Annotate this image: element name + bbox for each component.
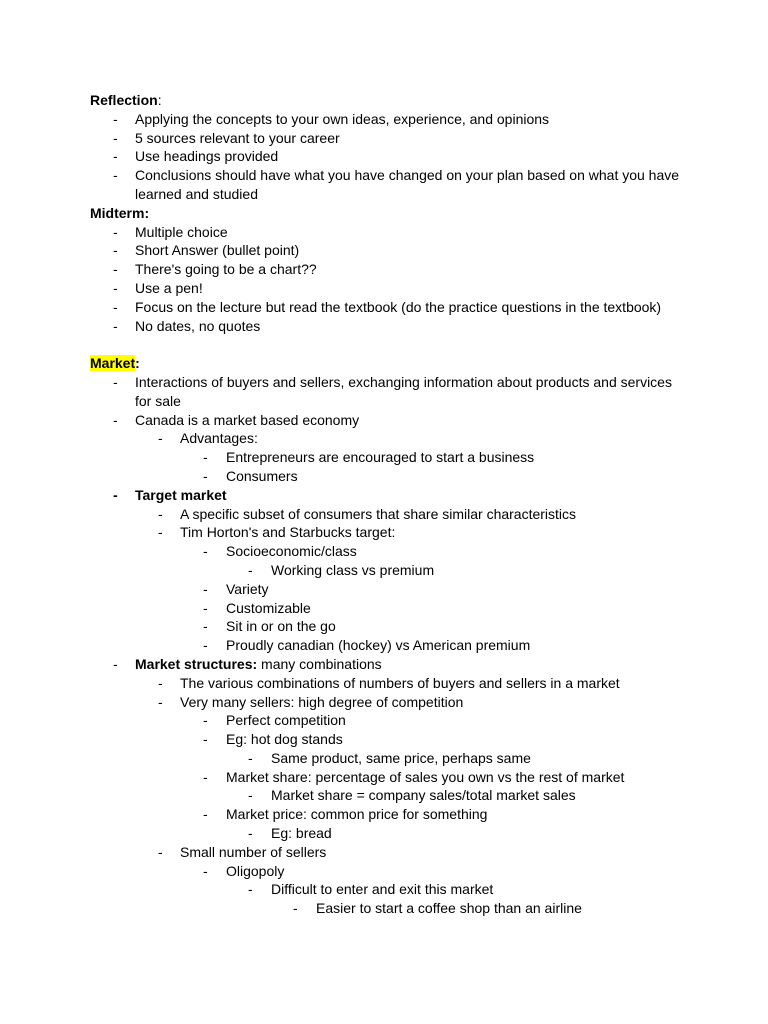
list-item: [0, 279, 768, 298]
list-item-text: Advantages:: [180, 430, 258, 447]
list-item: [0, 486, 768, 505]
section-heading: [90, 354, 140, 373]
bullet-dash: -: [203, 862, 208, 879]
list-item: [0, 636, 768, 655]
bullet-dash: -: [203, 543, 208, 560]
list-item-text: There's going to be a chart??: [135, 261, 317, 278]
reflection-heading-line: [0, 91, 768, 110]
list-item-text: Use a pen!: [135, 279, 203, 296]
list-item: [0, 674, 768, 693]
list-item: [0, 110, 768, 129]
list-item-continuation: [0, 185, 768, 204]
list-item: [0, 317, 768, 336]
list-item-text: Eg: bread: [271, 825, 332, 842]
list-item: [0, 824, 768, 843]
subheading-suffix: many combinations: [257, 655, 382, 672]
list-item-text: 5 sources relevant to your career: [135, 129, 340, 146]
list-item: [0, 298, 768, 317]
bullet-dash: -: [158, 430, 163, 447]
bullet-dash: -: [203, 449, 208, 466]
list-item-text: A specific subset of consumers that share similar characteristics: [180, 505, 577, 522]
list-item: [0, 147, 768, 166]
list-item-text: Consumers: [226, 467, 298, 484]
bullet-dash: -: [248, 749, 253, 766]
list-item-text: Market price: common price for something: [226, 806, 488, 823]
bullet-dash: -: [113, 486, 118, 503]
bullet-dash: -: [248, 825, 253, 842]
bullet-dash: -: [158, 843, 163, 860]
list-item-text: Multiple choice: [135, 223, 228, 240]
list-item: [0, 411, 768, 430]
list-item: [0, 880, 768, 899]
list-item-text: for sale: [135, 392, 181, 409]
list-item: [0, 223, 768, 242]
list-item-text: Conclusions should have what you have changed on your plan based on what you have: [135, 167, 680, 184]
heading-text: Reflection: [90, 92, 158, 108]
list-item-text: Market share: percentage of sales you own vs the rest of market: [226, 768, 625, 785]
subheading-text: Market structures:: [135, 655, 258, 672]
list-item: [0, 599, 768, 618]
bullet-dash: -: [158, 693, 163, 710]
bullet-dash: -: [113, 373, 118, 390]
bullet-dash: -: [203, 580, 208, 597]
bullet-dash: -: [248, 561, 253, 578]
section-heading: [90, 91, 162, 110]
list-item-text: Tim Horton's and Starbucks target:: [180, 524, 396, 541]
list-item: [0, 429, 768, 448]
list-item-text: Entrepreneurs are encouraged to start a business: [226, 449, 535, 466]
bullet-dash: -: [113, 167, 118, 184]
list-item-text: Small number of sellers: [180, 843, 327, 860]
list-item: [0, 542, 768, 561]
bullet-dash: -: [158, 505, 163, 522]
list-item: [0, 448, 768, 467]
list-item: [0, 129, 768, 148]
list-item: [0, 862, 768, 881]
bullet-dash: -: [158, 524, 163, 541]
list-item: [0, 899, 768, 918]
highlighted-heading-text: Market: [90, 355, 136, 372]
bullet-dash: -: [113, 655, 118, 672]
bullet-dash: -: [293, 900, 298, 917]
list-item: [0, 768, 768, 787]
list-item-text: [135, 655, 382, 674]
bullet-dash: -: [203, 467, 208, 484]
list-item: [0, 241, 768, 260]
bullet-dash: -: [113, 298, 118, 315]
list-item: [0, 711, 768, 730]
list-item-text: The various combinations of numbers of buyers and sellers in a market: [180, 674, 620, 691]
list-item-text: Socioeconomic/class: [226, 543, 357, 560]
list-item: [0, 373, 768, 392]
list-item: [0, 843, 768, 862]
bullet-dash: -: [158, 674, 163, 691]
list-item-text: Working class vs premium: [271, 561, 435, 578]
list-item: [0, 730, 768, 749]
list-item-text: Same product, same price, perhaps same: [271, 749, 531, 766]
list-item-text: Customizable: [226, 599, 311, 616]
list-item: [0, 786, 768, 805]
list-item-text: Difficult to enter and exit this market: [271, 881, 494, 898]
bullet-dash: -: [203, 731, 208, 748]
bullet-dash: -: [113, 148, 118, 165]
list-item: [0, 505, 768, 524]
list-item-text: Short Answer (bullet point): [135, 242, 300, 259]
bullet-dash: -: [203, 768, 208, 785]
bullet-dash: -: [203, 806, 208, 823]
bullet-dash: -: [113, 317, 118, 334]
list-item-text: Use headings provided: [135, 148, 279, 165]
bullet-dash: -: [203, 712, 208, 729]
bullet-dash: -: [248, 787, 253, 804]
heading-colon: :: [135, 355, 140, 372]
list-item: [0, 805, 768, 824]
bullet-dash: -: [248, 881, 253, 898]
bullet-dash: -: [113, 110, 118, 127]
list-item-text: Perfect competition: [226, 712, 346, 729]
bullet-dash: -: [113, 279, 118, 296]
list-item: [0, 260, 768, 279]
heading-colon: :: [157, 92, 162, 108]
list-item-text: Market share = company sales/total market sales: [271, 787, 576, 804]
bullet-dash: -: [203, 637, 208, 654]
list-item-text: Variety: [226, 580, 269, 597]
subheading-text: Target market: [135, 486, 227, 503]
market-heading-line: [0, 354, 768, 373]
bullet-dash: -: [203, 618, 208, 635]
list-item: [0, 580, 768, 599]
section-heading: Midterm:: [90, 204, 150, 221]
list-item: [0, 655, 768, 674]
list-item-text: Applying the concepts to your own ideas, experience, and opinions: [135, 110, 550, 127]
bullet-dash: -: [113, 129, 118, 146]
bullet-dash: -: [203, 599, 208, 616]
list-item: [0, 467, 768, 486]
bullet-dash: -: [113, 242, 118, 259]
list-item: [0, 749, 768, 768]
bullet-dash: -: [113, 261, 118, 278]
list-item-text: Eg: hot dog stands: [226, 731, 343, 748]
list-item-continuation: [0, 392, 768, 411]
list-item-text: Easier to start a coffee shop than an airline: [316, 900, 582, 917]
list-item-text: Canada is a market based economy: [135, 411, 360, 428]
list-item-text: Very many sellers: high degree of competition: [180, 693, 464, 710]
list-item-text: Interactions of buyers and sellers, exchanging information about products and services: [135, 373, 672, 390]
list-item: [0, 617, 768, 636]
list-item: [0, 561, 768, 580]
bullet-dash: -: [113, 411, 118, 428]
list-item-text: Focus on the lecture but read the textbook (do the practice questions in the textbook): [135, 298, 662, 315]
bullet-dash: -: [113, 223, 118, 240]
list-item: [0, 166, 768, 185]
list-item-text: Sit in or on the go: [226, 618, 336, 635]
document-page: [0, 91, 768, 918]
list-item: [0, 523, 768, 542]
list-item: [0, 693, 768, 712]
list-item-text: Proudly canadian (hockey) vs American premium: [226, 637, 531, 654]
list-item-text: Oligopoly: [226, 862, 285, 879]
list-item-text: learned and studied: [135, 185, 258, 202]
list-item-text: No dates, no quotes: [135, 317, 261, 334]
midterm-heading-line: [0, 204, 768, 223]
